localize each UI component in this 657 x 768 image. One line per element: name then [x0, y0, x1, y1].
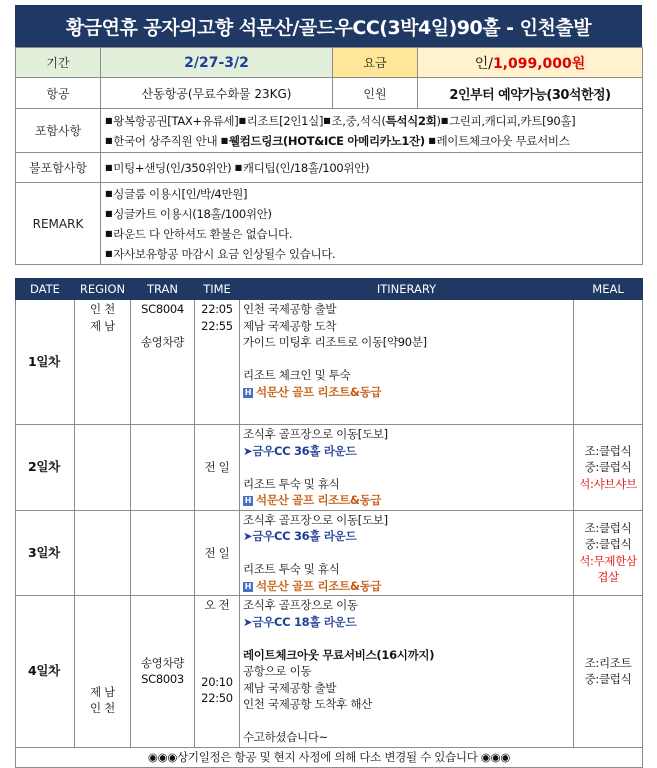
tran-cell [131, 425, 195, 511]
people-label: 인원 [333, 78, 418, 109]
header-tran: TRAN [131, 279, 195, 300]
meal-cell: 조:클럽식 중:클럽식 석:샤브샤브 [574, 425, 643, 511]
round-line: ➤금우CC 36홀 라운드 [243, 443, 357, 458]
itinerary-header [16, 279, 643, 300]
region-cell: 제 남 인 천 [75, 596, 131, 748]
itinerary-table [15, 278, 643, 768]
people-value: 2인부터 예약가능(30석한정) [418, 78, 643, 109]
time-cell: 전 일 [195, 510, 240, 596]
page-title: 황금연휴 공자의고향 석문산/골드우CC(3박4일)90홀 - 인천출발 [15, 5, 642, 47]
hotel-icon: H [244, 387, 252, 397]
time-top: 오 전 [204, 598, 230, 612]
meal-cell: 조:클럽식 중:클럽식 석:무제한삼겹살 [574, 510, 643, 596]
resort-line: H 석문산 골프 리조트&동급 [244, 578, 382, 593]
hotel-icon: H [244, 581, 252, 591]
day-label: 3일차 [16, 510, 75, 596]
remark-label: REMARK [16, 183, 101, 265]
meal-cell [574, 300, 643, 425]
included-list [101, 109, 643, 153]
included-row [16, 109, 643, 153]
arrow-icon: ➤ [243, 614, 253, 629]
time-cell [195, 596, 240, 748]
excluded-label: 불포함사항 [16, 153, 101, 183]
itinerary-cell: 조식후 골프장으로 이동[도보] ➤금우CC 36홀 라운드 리조트 투숙 및 휴식 H 석문산 골프 리조트&동급 [240, 510, 574, 596]
day-label: 1일차 [16, 300, 75, 425]
day-label: 2일차 [16, 425, 75, 511]
tran-cell: 송영차량 SC8003 [131, 596, 195, 748]
time-cell: 전 일 [195, 425, 240, 511]
meal-cell: 조:리조트 중:클럽식 [574, 596, 643, 748]
day-label: 4일차 [16, 596, 75, 748]
tran-cell [131, 510, 195, 596]
remark-item: ■ 싱글카트 이용시(18홀/100위안) [105, 204, 638, 224]
arrow-icon: ➤ [243, 529, 253, 543]
tran-cell: SC8004 송영차량 [131, 300, 195, 425]
price-value: 1,099,000원 [492, 55, 586, 72]
excluded-row [16, 153, 643, 183]
remark-item: ■ 싱글룸 이용시[인/박/4만원] [105, 184, 638, 204]
header-region: REGION [75, 279, 131, 300]
included-label: 포함사항 [16, 109, 101, 153]
period-row [16, 48, 643, 78]
included-line-2: ■ 한국어 상주직원 안내 ■ 웰컴드링크(HOT&ICE 아메리카노1잔) ■ 레이트체크아웃 무료서비스 [105, 131, 638, 151]
time-bottom: 20:10 22:50 [201, 674, 233, 705]
itinerary-cell: 조식후 골프장으로 이동 ➤금우CC 18홀 라운드 레이트체크아웃 무료서비스(16시까지) 공항으로 이동 제남 국제공항 출발 인천 국제공항 도착후 해산 수고하셨습니다~ [240, 596, 574, 748]
remark-list [101, 183, 643, 265]
excluded-list: ■ 미팅+샌딩(인/350위안) ■ 캐디팁(인/18홀/100위안) [101, 153, 643, 183]
airline-row [16, 78, 643, 109]
remark-item: ■ 라운드 다 안하셔도 환불은 없습니다. [105, 224, 638, 244]
region-cell [75, 510, 131, 596]
airline-value: 산동항공(무료수화물 23KG) [101, 78, 333, 109]
period-value: 2/27-3/2 [101, 48, 333, 78]
header-meal: MEAL [574, 279, 643, 300]
footer-note: ◉◉◉상기일정은 항공 및 현지 사정에 의해 다소 변경될 수 있습니다 ◉◉◉ [16, 747, 643, 767]
hotel-icon: H [244, 496, 252, 505]
itinerary-cell: 조식후 골프장으로 이동[도보] ➤금우CC 36홀 라운드 리조트 투숙 및 휴식 H 석문산 골프 리조트&동급 [240, 425, 574, 511]
day-row-4 [16, 596, 643, 748]
remark-row [16, 183, 643, 265]
day-row-3 [16, 510, 643, 596]
day-row-2 [16, 425, 643, 511]
round-line: ➤금우CC 18홀 라운드 [243, 614, 357, 629]
header-time: TIME [195, 279, 240, 300]
arrow-icon: ➤ [243, 443, 253, 458]
info-table [15, 47, 643, 265]
time-cell: 22:05 22:55 [195, 300, 240, 425]
period-label: 기간 [16, 48, 101, 78]
header-date: DATE [16, 279, 75, 300]
footer-row [16, 747, 643, 767]
region-cell: 인 천 제 남 [75, 300, 131, 425]
resort-line: H 석문산 골프 리조트&동급 [244, 493, 382, 507]
late-checkout-line: 레이트체크아웃 무료서비스(16시까지) [243, 647, 435, 662]
price-cell [418, 48, 643, 78]
day-row-1 [16, 300, 643, 425]
price-label: 요금 [333, 48, 418, 78]
remark-item: ■ 자사보유항공 마감시 요금 인상될수 있습니다. [105, 244, 638, 264]
round-line: ➤금우CC 36홀 라운드 [243, 529, 357, 543]
region-cell [75, 425, 131, 511]
itinerary-cell: 인천 국제공항 출발 제남 국제공항 도착 가이드 미팅후 리조트로 이동[약90분] 리조트 체크인 및 투숙 H 석문산 골프 리조트&동급 [240, 300, 574, 425]
airline-label: 항공 [16, 78, 101, 109]
included-line-1: ■ 왕복항공권[TAX+유류세]■ 리조트[2인1실]■ 조,중,석식(특석식2회)■ 그린피,캐디피,카트[90홀] [105, 111, 638, 131]
header-itinerary: ITINERARY [240, 279, 574, 300]
resort-line: H 석문산 골프 리조트&동급 [244, 384, 382, 399]
price-prefix: 인/ [474, 55, 493, 72]
